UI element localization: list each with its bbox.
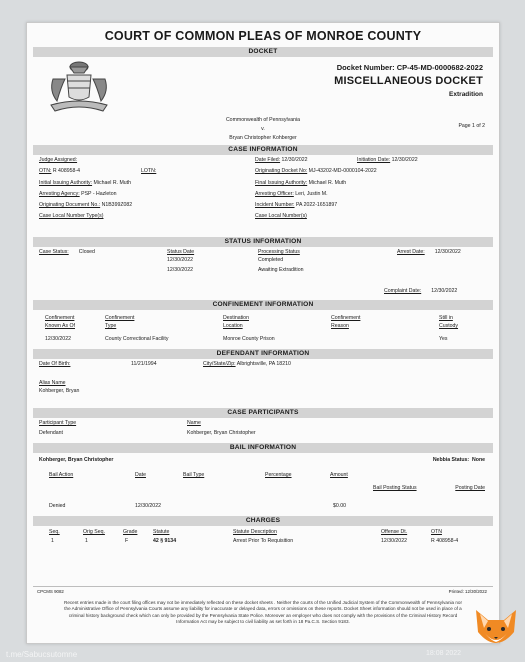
arrest-date-label: Arrest Date:: [397, 249, 425, 255]
arresting-agency-value: PSP - Hazleton: [81, 191, 117, 197]
caption-line1: Commonwealth of Pennsylvania: [225, 117, 301, 123]
page-info: Page 1 of 2: [458, 123, 485, 129]
processing-status-label: Processing Status: [258, 249, 300, 255]
arresting-officer-value: Leri, Justin M.: [295, 191, 328, 197]
complaint-date-value: 12/30/2022: [431, 288, 458, 294]
offense-date-header: Offense Dt.: [381, 529, 408, 535]
originating-docket-value: MJ-43202-MD-0000104-2022: [308, 168, 377, 174]
watermark-right: 18:08 2022: [426, 650, 462, 657]
statute-header: Statute: [153, 529, 170, 535]
destination-header: Location: [223, 323, 243, 329]
caption-v: v.: [261, 126, 265, 132]
bail-information-bar: BAIL INFORMATION: [33, 443, 493, 453]
confinement-type-value: County Correctional Facility: [105, 336, 169, 342]
participant-type-label: Participant Type: [39, 420, 77, 426]
destination-value: Monroe County Prison: [223, 336, 275, 342]
form-code: CPCMS 9082: [37, 589, 64, 594]
bail-date-header: Date: [135, 472, 146, 478]
case-participants-bar: CASE PARTICIPANTS: [33, 408, 493, 418]
case-information-bar: CASE INFORMATION: [33, 145, 493, 155]
charge-offense-date: 12/30/2022: [381, 538, 407, 544]
judge-assigned-label: Judge Assigned:: [39, 157, 78, 163]
case-subtype: Extradition: [449, 91, 483, 98]
city-label: City/State/Zip:: [203, 361, 236, 367]
arresting-officer-label: Arresting Officer:: [255, 191, 294, 197]
arrest-date-value: 12/30/2022: [434, 249, 461, 255]
caption-line2: Bryan Christopher Kohberger: [229, 135, 297, 141]
footer-divider: [33, 586, 493, 587]
status-row-status: Completed: [258, 257, 284, 263]
court-title: COURT OF COMMON PLEAS OF MONROE COUNTY: [104, 29, 422, 43]
confinement-known-value: 12/30/2022: [45, 336, 71, 342]
docket-type: MISCELLANEOUS DOCKET: [334, 75, 483, 87]
charge-seq: 1: [51, 538, 54, 544]
custody-header: Still in: [439, 315, 453, 321]
final-issuing-authority-value: Michael R. Muth: [308, 180, 347, 186]
docket-sheet: [26, 22, 500, 644]
status-row-status: Awaiting Extradition: [258, 267, 304, 273]
lotn-label: LOTN:: [141, 168, 157, 174]
bail-action-header: Bail Action: [49, 472, 74, 478]
bail-type-header: Bail Type: [183, 472, 205, 478]
confinement-information-bar: CONFINEMENT INFORMATION: [33, 300, 493, 310]
dob-label: Date Of Birth:: [39, 361, 71, 367]
seq-header: Seq.: [49, 529, 60, 535]
charge-statute: 42 § 9134: [153, 538, 177, 544]
case-local-number: Case Local Number(s): [255, 213, 307, 219]
confinement-type-header: Confinement: [105, 315, 135, 321]
arresting-agency-label: Arresting Agency:: [39, 191, 80, 197]
case-local-number-type: Case Local Number Type(s): [39, 213, 104, 219]
confinement-type-header: Type: [105, 323, 117, 329]
dob-value: 11/21/1994: [131, 361, 157, 367]
charge-otn: R 408958-4: [431, 538, 459, 544]
bail-posting-status-header: Bail Posting Status: [373, 485, 417, 491]
charge-description: Arrest Prior To Requisition: [233, 538, 294, 544]
custody-header: Custody: [439, 323, 459, 329]
otn-label: OTN:: [39, 168, 52, 174]
participant-name-label: Name: [187, 420, 201, 426]
percentage-header: Percentage: [265, 472, 292, 478]
initiation-date-value: 12/30/2022: [391, 157, 418, 163]
charge-grade: F: [125, 538, 129, 544]
otn-header: OTN: [431, 529, 442, 535]
case-status-value: Closed: [78, 249, 95, 255]
alias-value: Kohberger, Bryan: [39, 388, 80, 394]
status-information-bar: STATUS INFORMATION: [33, 237, 493, 247]
initial-issuing-authority-label: Initial Issuing Authority:: [39, 180, 93, 186]
participant-type-value: Defendant: [39, 430, 63, 436]
destination-header: Destination: [223, 315, 249, 321]
disclaimer-text: Recent entries made in the court filing offices may not be immediately reflected on these docket sheets . Neither the courts of the Unified Judicial System of the Commonwealth of Pennsylvania nor the Administrative Office of Pennsylvania Courts assume any liability for inaccurate or delayed data, errors or omissions on these reports. Docket Sheet information should not be used in place of a criminal history background check which can only be provided by the Pennsylvania State Police. Moreover an employer who does not comply with the provisions of the Criminal History Record Information Act may be subject to civil liability as set forth in 18 Pa.C.S. Section 9183.: [64, 600, 462, 624]
bail-row-action: Denied: [49, 503, 66, 509]
custody-value: Yes: [439, 336, 448, 342]
alias-label: Alias Name: [39, 380, 66, 386]
confinement-known-header: Known As Of: [45, 323, 75, 329]
pennsylvania-seal-icon: [43, 57, 115, 115]
fox-logo-icon: [470, 604, 522, 656]
status-row-date: 12/30/2022: [167, 257, 193, 263]
date-filed-value: 12/30/2022: [281, 157, 308, 163]
originating-docket-label: Originating Docket No:: [255, 168, 308, 174]
confinement-reason-header: Reason: [331, 323, 349, 329]
final-issuing-authority-label: Final Issuing Authority:: [255, 180, 308, 186]
amount-header: Amount: [330, 472, 348, 478]
defendant-information-bar: DEFENDANT INFORMATION: [33, 349, 493, 359]
nebbia-value: None: [472, 457, 485, 463]
printed-date: Printed: 12/30/2022: [448, 589, 487, 594]
status-row-date: 12/30/2022: [167, 267, 193, 273]
docket-bar: DOCKET: [33, 47, 493, 57]
city-value: Albrightsville, PA 18210: [236, 361, 291, 367]
originating-document-label: Originating Document No.:: [39, 202, 101, 208]
incident-number-value: PA 2022-1651897: [295, 202, 338, 208]
statute-description-header: Statute Description: [233, 529, 277, 535]
charge-orig-seq: 1: [85, 538, 88, 544]
nebbia-label: Nebbia Status:: [432, 457, 470, 463]
incident-number-label: Incident Number:: [255, 202, 295, 208]
initial-issuing-authority-value: Michael R. Muth: [93, 180, 131, 186]
originating-document-value: N1B399Z082: [101, 202, 133, 208]
bail-defendant-name: Kohberger, Bryan Christopher: [39, 457, 114, 463]
docket-number: Docket Number: CP-45-MD-0000682-2022: [336, 63, 483, 72]
bail-row-amount: $0.00: [333, 503, 346, 509]
complaint-date-label: Complaint Date:: [384, 288, 422, 294]
posting-date-header: Posting Date: [455, 485, 485, 491]
date-filed-label: Date Filed:: [255, 157, 281, 163]
initiation-date-label: Initiation Date:: [357, 157, 391, 163]
confinement-reason-header: Confinement: [331, 315, 361, 321]
participant-name-value: Kohberger, Bryan Christopher: [187, 430, 256, 436]
confinement-known-header: Confinement: [45, 315, 75, 321]
charges-bar: CHARGES: [33, 516, 493, 526]
case-status-label: Case Status:: [39, 249, 69, 255]
orig-seq-header: Orig Seq.: [83, 529, 105, 535]
status-date-label: Status Date: [167, 249, 195, 255]
watermark-left: t.me/Sabucsutomne: [6, 650, 78, 659]
grade-header: Grade: [123, 529, 138, 535]
otn-value: R 408958-4: [52, 168, 80, 174]
bail-row-date: 12/30/2022: [135, 503, 161, 509]
